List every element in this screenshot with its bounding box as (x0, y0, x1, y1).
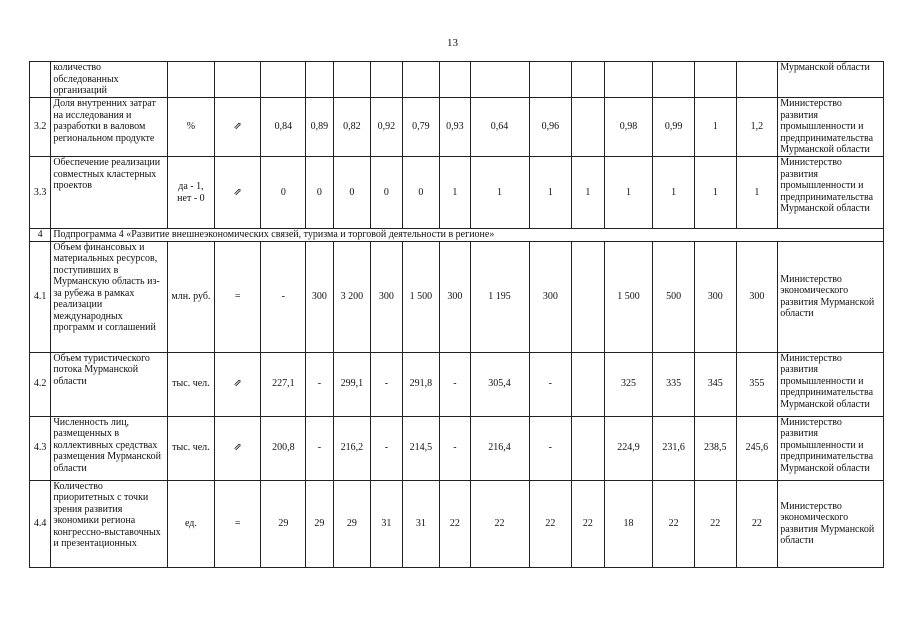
value-cell: 29 (261, 480, 306, 567)
value-cell: 22 (529, 480, 572, 567)
unit-cell (168, 62, 215, 98)
value-cell: 305,4 (470, 352, 529, 416)
value-cell: 0 (261, 157, 306, 229)
value-cell: 0 (306, 157, 333, 229)
value-cell: 214,5 (402, 416, 440, 480)
value-cell: 1 (572, 157, 604, 229)
table-row (30, 352, 884, 416)
unit-cell: тыс. чел. (168, 352, 215, 416)
value-cell: 300 (371, 241, 402, 352)
value-cell (470, 62, 529, 98)
value-cell: 22 (694, 480, 736, 567)
value-cell: 355 (736, 352, 778, 416)
table-row (30, 157, 884, 229)
value-cell: - (529, 416, 572, 480)
value-cell (604, 62, 653, 98)
table-row (30, 241, 884, 352)
value-cell: 1 500 (402, 241, 440, 352)
value-cell: 325 (604, 352, 653, 416)
value-cell: 0,82 (333, 98, 371, 157)
value-cell: 1 (470, 157, 529, 229)
responsible-cell: Министерство экономического развития Мурманской области (778, 480, 884, 567)
value-cell (572, 416, 604, 480)
value-cell: - (440, 416, 470, 480)
value-cell (572, 352, 604, 416)
value-cell: 500 (653, 241, 695, 352)
value-cell (694, 62, 736, 98)
value-cell: 18 (604, 480, 653, 567)
value-cell: 0,98 (604, 98, 653, 157)
value-cell: 216,2 (333, 416, 371, 480)
table-row (30, 62, 884, 98)
value-cell: 300 (736, 241, 778, 352)
unit-cell: млн. руб. (168, 241, 215, 352)
row-number: 4.3 (30, 416, 51, 480)
value-cell: 224,9 (604, 416, 653, 480)
trend-icon (214, 62, 261, 98)
indicator-name: Доля внутренних затрат на исследования и разработки в валовом региональном продукте (51, 98, 168, 157)
value-cell: 1 (736, 157, 778, 229)
unit-cell: ед. (168, 480, 215, 567)
value-cell: 231,6 (653, 416, 695, 480)
value-cell: 29 (333, 480, 371, 567)
responsible-cell: Министерство экономического развития Мурманской области (778, 241, 884, 352)
value-cell (440, 62, 470, 98)
page-number: 13 (447, 37, 458, 49)
responsible-cell: Мурманской области (778, 62, 884, 98)
value-cell: - (306, 416, 333, 480)
row-number: 3.2 (30, 98, 51, 157)
value-cell: 299,1 (333, 352, 371, 416)
section-number: 4 (30, 229, 51, 242)
value-cell (306, 62, 333, 98)
table-row (30, 416, 884, 480)
indicator-name: количество обследованных организаций (51, 62, 168, 98)
value-cell: 1,2 (736, 98, 778, 157)
value-cell: 0,93 (440, 98, 470, 157)
value-cell: 22 (572, 480, 604, 567)
value-cell: 3 200 (333, 241, 371, 352)
value-cell: 227,1 (261, 352, 306, 416)
value-cell: 22 (470, 480, 529, 567)
value-cell: 31 (402, 480, 440, 567)
value-cell: 300 (440, 241, 470, 352)
value-cell: - (306, 352, 333, 416)
value-cell (529, 62, 572, 98)
trend-icon: ⇗ (214, 416, 261, 480)
value-cell: 1 (440, 157, 470, 229)
value-cell: 200,8 (261, 416, 306, 480)
value-cell: 216,4 (470, 416, 529, 480)
row-number: 4.1 (30, 241, 51, 352)
value-cell: 22 (440, 480, 470, 567)
row-number (30, 62, 51, 98)
value-cell: 0,99 (653, 98, 695, 157)
value-cell: 1 195 (470, 241, 529, 352)
value-cell: 0,96 (529, 98, 572, 157)
value-cell (653, 62, 695, 98)
value-cell: 0 (333, 157, 371, 229)
value-cell: 22 (736, 480, 778, 567)
table-row (30, 480, 884, 567)
trend-icon: ⇗ (214, 352, 261, 416)
value-cell: 245,6 (736, 416, 778, 480)
value-cell: 31 (371, 480, 402, 567)
value-cell: 345 (694, 352, 736, 416)
value-cell: 335 (653, 352, 695, 416)
row-number: 4.2 (30, 352, 51, 416)
value-cell: 29 (306, 480, 333, 567)
value-cell: 300 (306, 241, 333, 352)
value-cell: - (371, 352, 402, 416)
value-cell (402, 62, 440, 98)
value-cell: - (261, 241, 306, 352)
value-cell: 1 (694, 157, 736, 229)
value-cell: - (440, 352, 470, 416)
value-cell: 300 (694, 241, 736, 352)
value-cell: 0,89 (306, 98, 333, 157)
responsible-cell: Министерство развития промышленности и предпринимательства Мурманской области (778, 416, 884, 480)
indicator-name: Объем туристического потока Мурманской области (51, 352, 168, 416)
value-cell (736, 62, 778, 98)
value-cell (333, 62, 371, 98)
trend-icon: = (214, 480, 261, 567)
responsible-cell: Министерство развития промышленности и предпринимательства Мурманской области (778, 352, 884, 416)
value-cell: - (371, 416, 402, 480)
value-cell: 0 (371, 157, 402, 229)
section-row (30, 229, 884, 242)
indicator-name: Объем финансовых и материальных ресурсов, поступивших в Мурманскую область из-за рубежа в рамках реализации международных программ и соглашений (51, 241, 168, 352)
trend-icon: ⇗ (214, 98, 261, 157)
value-cell: 291,8 (402, 352, 440, 416)
trend-icon: ⇗ (214, 157, 261, 229)
value-cell: 22 (653, 480, 695, 567)
value-cell: 0 (402, 157, 440, 229)
section-title: Подпрограмма 4 «Развитие внешнеэкономических связей, туризма и торговой деятельности в регионе» (51, 229, 884, 242)
responsible-cell: Министерство развития промышленности и предпринимательства Мурманской области (778, 157, 884, 229)
row-number: 3.3 (30, 157, 51, 229)
value-cell: 0,79 (402, 98, 440, 157)
value-cell (572, 241, 604, 352)
value-cell: - (529, 352, 572, 416)
indicator-name: Количество приоритетных с точки зрения развития экономики региона конгрессно-выставочных и презентационных (51, 480, 168, 567)
indicator-name: Обеспечение реализации совместных кластерных проектов (51, 157, 168, 229)
value-cell (261, 62, 306, 98)
value-cell (572, 98, 604, 157)
value-cell (371, 62, 402, 98)
value-cell (572, 62, 604, 98)
value-cell: 1 (604, 157, 653, 229)
value-cell: 1 (694, 98, 736, 157)
value-cell: 0,84 (261, 98, 306, 157)
value-cell: 0,92 (371, 98, 402, 157)
indicators-table (29, 61, 884, 568)
indicator-name: Численность лиц, размещенных в коллективных средствах размещения Мурманской области (51, 416, 168, 480)
value-cell: 1 500 (604, 241, 653, 352)
value-cell: 1 (653, 157, 695, 229)
value-cell: 238,5 (694, 416, 736, 480)
value-cell: 300 (529, 241, 572, 352)
trend-icon: = (214, 241, 261, 352)
table-row (30, 98, 884, 157)
value-cell: 0,64 (470, 98, 529, 157)
responsible-cell: Министерство развития промышленности и предпринимательства Мурманской области (778, 98, 884, 157)
unit-cell: тыс. чел. (168, 416, 215, 480)
row-number: 4.4 (30, 480, 51, 567)
value-cell: 1 (529, 157, 572, 229)
unit-cell: % (168, 98, 215, 157)
unit-cell: да - 1, нет - 0 (168, 157, 215, 229)
